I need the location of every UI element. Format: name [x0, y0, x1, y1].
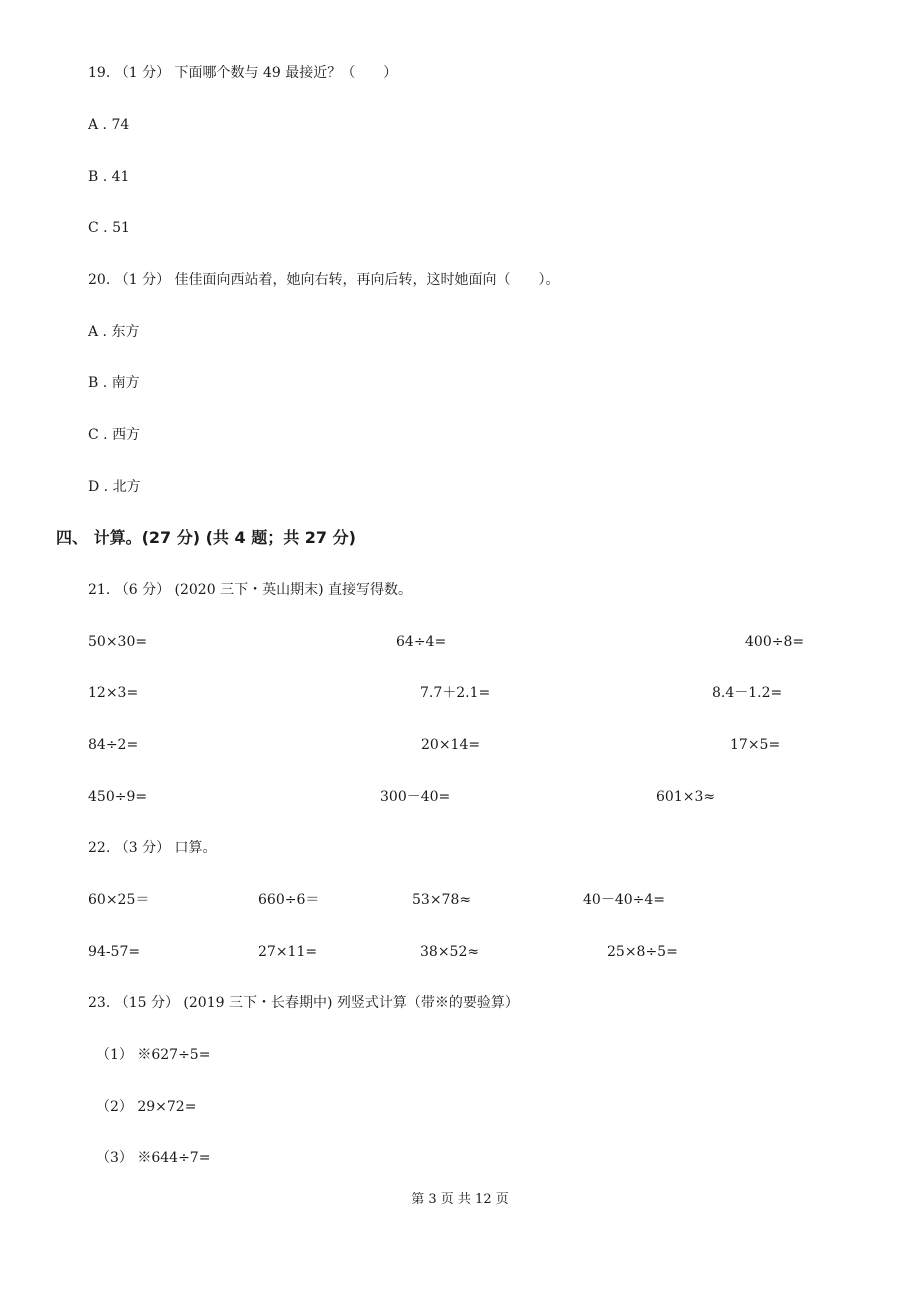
page-number: 第 3 页 共 12 页: [411, 1192, 509, 1207]
q21-expression: 17×5=: [730, 737, 781, 753]
q22-expression: 94-57=: [88, 944, 141, 960]
question-20-option-a: A . 东方: [88, 324, 140, 340]
question-20-stem: 20. （1 分） 佳佳面向西站着，她向右转，再向后转，这时她面向（ ）。: [88, 272, 560, 288]
q22-expression: 38×52≈: [420, 944, 480, 960]
q21-expression: 64÷4=: [396, 634, 447, 650]
q22-expression: 60×25＝: [88, 892, 150, 908]
question-20-option-c: C . 西方: [88, 427, 141, 443]
q21-expression: 7.7＋2.1=: [420, 685, 491, 701]
q21-expression: 450÷9=: [88, 789, 148, 805]
q21-expression: 84÷2=: [88, 737, 139, 753]
q23-item: （2） 29×72=: [96, 1099, 197, 1115]
question-19-option-b: B . 41: [88, 169, 130, 185]
q22-expression: 25×8÷5=: [607, 944, 678, 960]
q22-expression: 27×11=: [258, 944, 318, 960]
q23-item: （1） ※627÷5=: [96, 1047, 211, 1063]
q22-expression: 53×78≈: [412, 892, 472, 908]
question-20-option-b: B . 南方: [88, 375, 140, 391]
q21-expression: 50×30=: [88, 634, 148, 650]
q22-expression: 660÷6＝: [258, 892, 320, 908]
question-19-option-c: C . 51: [88, 220, 130, 236]
question-23-stem: 23. （15 分） (2019 三下・长春期中) 列竖式计算（带※的要验算）: [88, 995, 519, 1011]
q22-expression: 40－40÷4=: [583, 892, 665, 908]
q21-expression: 300－40=: [380, 789, 451, 805]
q21-expression: 12×3=: [88, 685, 139, 701]
question-19-option-a: A . 74: [88, 117, 130, 133]
q21-expression: 8.4－1.2=: [712, 685, 783, 701]
q23-item: （3） ※644÷7=: [96, 1150, 211, 1166]
q21-expression: 20×14=: [421, 737, 481, 753]
q21-expression: 400÷8=: [745, 634, 805, 650]
q21-expression: 601×3≈: [656, 789, 716, 805]
question-22-stem: 22. （3 分） 口算。: [88, 840, 217, 856]
question-19-stem: 19. （1 分） 下面哪个数与 49 最接近？（ ）: [88, 65, 398, 81]
question-21-stem: 21. （6 分） (2020 三下・英山期末) 直接写得数。: [88, 582, 412, 598]
question-20-option-d: D . 北方: [88, 479, 141, 495]
section-heading: 四、 计算。(27 分) (共 4 题；共 27 分): [56, 528, 356, 547]
